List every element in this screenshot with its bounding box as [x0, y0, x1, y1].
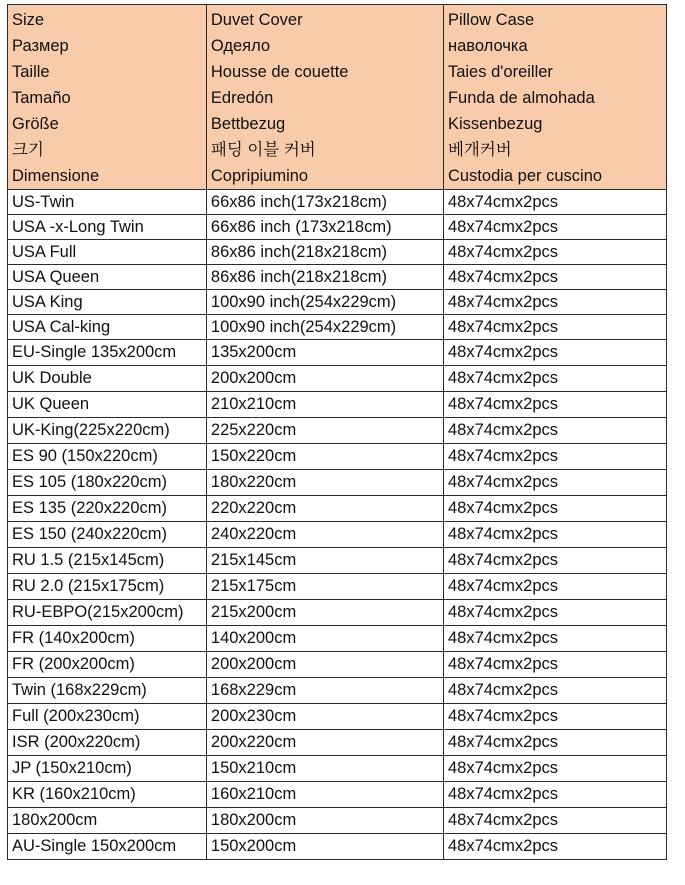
- size-table: [7, 4, 667, 860]
- size-cell: UK Queen: [8, 392, 207, 418]
- header-size-column: [8, 5, 207, 190]
- size-cell: JP (150x210cm): [8, 756, 207, 782]
- table-row: [8, 470, 667, 496]
- duvet-cell: 220x220cm: [206, 496, 443, 522]
- pillow-cell: 48x74cmx2pcs: [443, 600, 666, 626]
- header-pillow-column: [443, 5, 666, 190]
- table-row: [8, 290, 667, 315]
- size-cell: ES 90 (150x220cm): [8, 444, 207, 470]
- duvet-cell: 215x145cm: [206, 548, 443, 574]
- duvet-cell: 86x86 inch(218x218cm): [206, 265, 443, 290]
- size-cell: USA Cal-king: [8, 315, 207, 340]
- pillow-cell: 48x74cmx2pcs: [443, 315, 666, 340]
- duvet-cell: 180x200cm: [206, 808, 443, 834]
- table-row: [8, 366, 667, 392]
- table-row: [8, 215, 667, 240]
- table-row: [8, 265, 667, 290]
- size-cell: USA Queen: [8, 265, 207, 290]
- header-label: Taies d'oreiller: [447, 63, 553, 81]
- pillow-cell: 48x74cmx2pcs: [443, 496, 666, 522]
- table-row: [8, 652, 667, 678]
- size-cell: USA King: [8, 290, 207, 315]
- header-label: Dimensione: [12, 167, 100, 185]
- duvet-cell: 210x210cm: [206, 392, 443, 418]
- header-label: 베개커버: [447, 141, 512, 159]
- pillow-cell: 48x74cmx2pcs: [443, 340, 666, 366]
- pillow-cell: 48x74cmx2pcs: [443, 574, 666, 600]
- table-row: [8, 600, 667, 626]
- duvet-cell: 200x200cm: [206, 366, 443, 392]
- header-label: 크기: [12, 141, 44, 159]
- table-row: [8, 340, 667, 366]
- table-row: [8, 730, 667, 756]
- header-label: Taille: [12, 63, 50, 81]
- pillow-cell: 48x74cmx2pcs: [443, 444, 666, 470]
- duvet-cell: 66x86 inch (173x218cm): [206, 215, 443, 240]
- duvet-cell: 150x210cm: [206, 756, 443, 782]
- duvet-cell: 225x220cm: [206, 418, 443, 444]
- size-cell: ISR (200x220cm): [8, 730, 207, 756]
- header-label: Custodia per cuscino: [447, 167, 603, 185]
- pillow-cell: 48x74cmx2pcs: [443, 240, 666, 265]
- duvet-cell: 100x90 inch(254x229cm): [206, 315, 443, 340]
- header-label: 패딩 이블 커버: [210, 141, 316, 159]
- pillow-cell: 48x74cmx2pcs: [443, 418, 666, 444]
- table-row: [8, 678, 667, 704]
- duvet-cell: 200x220cm: [206, 730, 443, 756]
- size-cell: USA -x-Long Twin: [8, 215, 207, 240]
- duvet-cell: 135x200cm: [206, 340, 443, 366]
- duvet-cell: 140x200cm: [206, 626, 443, 652]
- size-cell: RU 1.5 (215x145cm): [8, 548, 207, 574]
- pillow-cell: 48x74cmx2pcs: [443, 730, 666, 756]
- pillow-cell: 48x74cmx2pcs: [443, 782, 666, 808]
- header-label: Одеяло: [210, 37, 271, 55]
- duvet-cell: 215x175cm: [206, 574, 443, 600]
- header-label: Pillow Case: [447, 11, 535, 29]
- duvet-cell: 240x220cm: [206, 522, 443, 548]
- table-row: [8, 808, 667, 834]
- duvet-cell: 150x200cm: [206, 834, 443, 860]
- size-cell: KR (160x210cm): [8, 782, 207, 808]
- size-cell: AU-Single 150x200cm: [8, 834, 207, 860]
- pillow-cell: 48x74cmx2pcs: [443, 470, 666, 496]
- header-label: Size: [12, 11, 45, 29]
- header-label: Duvet Cover: [210, 11, 303, 29]
- pillow-cell: 48x74cmx2pcs: [443, 808, 666, 834]
- size-cell: ES 135 (220x220cm): [8, 496, 207, 522]
- table-row: [8, 834, 667, 860]
- size-cell: Full (200x230cm): [8, 704, 207, 730]
- size-cell: ES 150 (240x220cm): [8, 522, 207, 548]
- table-row: [8, 574, 667, 600]
- duvet-cell: 215x200cm: [206, 600, 443, 626]
- pillow-cell: 48x74cmx2pcs: [443, 756, 666, 782]
- size-cell: US-Twin: [8, 190, 207, 215]
- duvet-cell: 100x90 inch(254x229cm): [206, 290, 443, 315]
- table-row: [8, 704, 667, 730]
- size-table-body: [8, 190, 667, 860]
- duvet-cell: 168x229cm: [206, 678, 443, 704]
- pillow-cell: 48x74cmx2pcs: [443, 548, 666, 574]
- header-label: Größe: [12, 115, 59, 133]
- size-cell: Twin (168x229cm): [8, 678, 207, 704]
- pillow-cell: 48x74cmx2pcs: [443, 190, 666, 215]
- header-label: Edredón: [210, 89, 274, 107]
- table-row: [8, 444, 667, 470]
- pillow-cell: 48x74cmx2pcs: [443, 834, 666, 860]
- pillow-cell: 48x74cmx2pcs: [443, 265, 666, 290]
- header-label: наволочка: [447, 37, 528, 55]
- header-row: [8, 5, 667, 190]
- header-duvet-column: [206, 5, 443, 190]
- size-cell: RU 2.0 (215x175cm): [8, 574, 207, 600]
- header-label: Copripiumino: [210, 167, 309, 185]
- size-chart: [7, 4, 667, 860]
- duvet-cell: 180x220cm: [206, 470, 443, 496]
- table-row: [8, 522, 667, 548]
- size-cell: RU-EBPO(215x200cm): [8, 600, 207, 626]
- table-row: [8, 392, 667, 418]
- header-label: Housse de couette: [210, 63, 349, 81]
- size-cell: FR (200x200cm): [8, 652, 207, 678]
- size-cell: FR (140x200cm): [8, 626, 207, 652]
- duvet-cell: 150x220cm: [206, 444, 443, 470]
- header-label: Kissenbezug: [447, 115, 543, 133]
- table-row: [8, 240, 667, 265]
- pillow-cell: 48x74cmx2pcs: [443, 366, 666, 392]
- table-row: [8, 190, 667, 215]
- pillow-cell: 48x74cmx2pcs: [443, 290, 666, 315]
- duvet-cell: 66x86 inch(173x218cm): [206, 190, 443, 215]
- header-label: Tamaño: [12, 89, 71, 107]
- pillow-cell: 48x74cmx2pcs: [443, 626, 666, 652]
- duvet-cell: 160x210cm: [206, 782, 443, 808]
- table-row: [8, 315, 667, 340]
- pillow-cell: 48x74cmx2pcs: [443, 215, 666, 240]
- table-row: [8, 418, 667, 444]
- size-cell: EU-Single 135x200cm: [8, 340, 207, 366]
- size-cell: 180x200cm: [8, 808, 207, 834]
- size-cell: UK-King(225x220cm): [8, 418, 207, 444]
- size-cell: ES 105 (180x220cm): [8, 470, 207, 496]
- table-row: [8, 756, 667, 782]
- duvet-cell: 200x200cm: [206, 652, 443, 678]
- pillow-cell: 48x74cmx2pcs: [443, 678, 666, 704]
- header-label: Funda de almohada: [447, 89, 595, 107]
- table-row: [8, 626, 667, 652]
- header-label: Bettbezug: [210, 115, 286, 133]
- size-cell: UK Double: [8, 366, 207, 392]
- table-row: [8, 782, 667, 808]
- pillow-cell: 48x74cmx2pcs: [443, 652, 666, 678]
- table-row: [8, 548, 667, 574]
- header-label: Размер: [12, 37, 69, 55]
- pillow-cell: 48x74cmx2pcs: [443, 522, 666, 548]
- duvet-cell: 200x230cm: [206, 704, 443, 730]
- duvet-cell: 86x86 inch(218x218cm): [206, 240, 443, 265]
- table-row: [8, 496, 667, 522]
- pillow-cell: 48x74cmx2pcs: [443, 392, 666, 418]
- pillow-cell: 48x74cmx2pcs: [443, 704, 666, 730]
- size-cell: USA Full: [8, 240, 207, 265]
